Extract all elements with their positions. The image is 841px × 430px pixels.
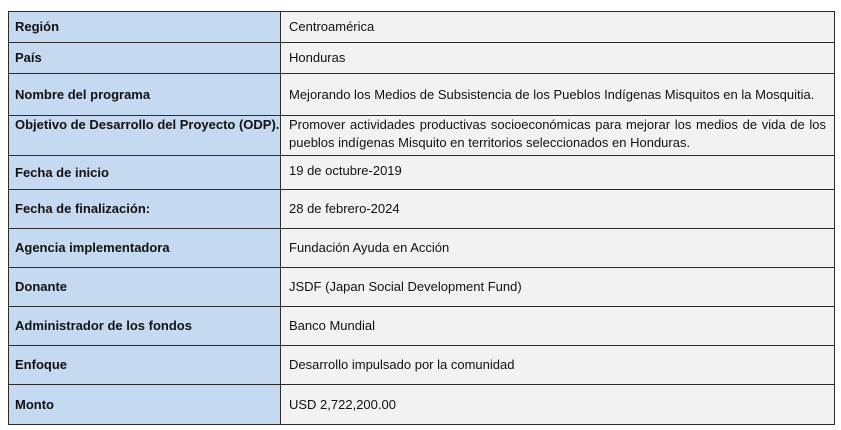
row-label: Objetivo de Desarrollo del Proyecto (ODP). xyxy=(9,116,281,156)
row-label: Nombre del programa xyxy=(9,74,281,116)
row-label: Enfoque xyxy=(9,346,281,385)
table-row-agencia xyxy=(9,229,835,268)
row-value: Mejorando los Medios de Subsistencia de los Pueblos Indígenas Misquitos en la Mosquitia. xyxy=(281,74,835,116)
table-row-monto xyxy=(9,385,835,425)
table-row-region xyxy=(9,12,835,43)
row-value: Fundación Ayuda en Acción xyxy=(281,229,835,268)
row-value: 19 de octubre-2019 xyxy=(281,156,835,190)
row-value: JSDF (Japan Social Development Fund) xyxy=(281,268,835,307)
row-value: 28 de febrero-2024 xyxy=(281,190,835,229)
project-info-table xyxy=(8,11,835,425)
row-value: Promover actividades productivas socioeconómicas para mejorar los medios de vida de los pueblos indígenas Misquito en territorios seleccionados en Honduras. xyxy=(281,116,835,156)
row-label: Fecha de finalización: xyxy=(9,190,281,229)
row-label: País xyxy=(9,43,281,74)
table-row-donante xyxy=(9,268,835,307)
row-label: Donante xyxy=(9,268,281,307)
row-value: Centroamérica xyxy=(281,12,835,43)
row-label: Administrador de los fondos xyxy=(9,307,281,346)
table-row-pais xyxy=(9,43,835,74)
row-label: Región xyxy=(9,12,281,43)
table-row-fecha-inicio xyxy=(9,156,835,190)
row-value: USD 2,722,200.00 xyxy=(281,385,835,425)
row-value: Banco Mundial xyxy=(281,307,835,346)
row-value: Honduras xyxy=(281,43,835,74)
table-row-programa xyxy=(9,74,835,116)
table-row-enfoque xyxy=(9,346,835,385)
table-row-administrador xyxy=(9,307,835,346)
row-label: Fecha de inicio xyxy=(9,156,281,190)
table-row-fecha-fin xyxy=(9,190,835,229)
table-row-objetivo xyxy=(9,116,835,156)
row-value: Desarrollo impulsado por la comunidad xyxy=(281,346,835,385)
row-label: Agencia implementadora xyxy=(9,229,281,268)
row-label: Monto xyxy=(9,385,281,425)
